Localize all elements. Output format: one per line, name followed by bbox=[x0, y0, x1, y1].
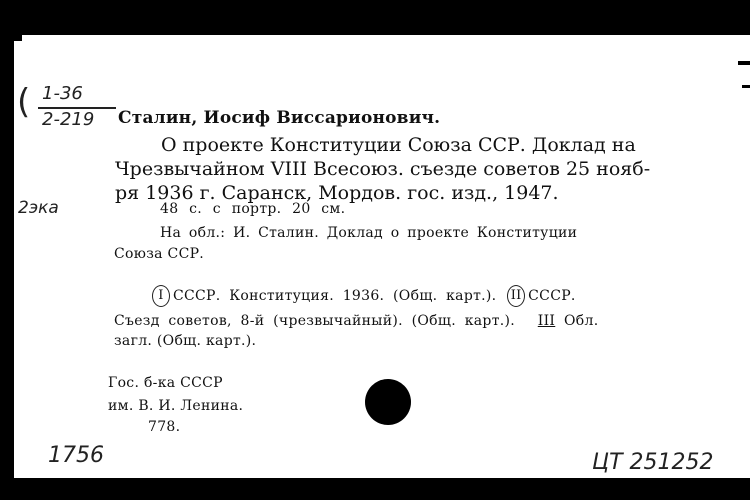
edge-mark-top-left bbox=[14, 35, 22, 41]
cover-note-line-1: На обл.: И. Сталин. Доклад о проекте Конституции bbox=[160, 225, 578, 241]
title-line-2: Чрезвычайном VIII Всесоюз. съезде советов 25 нояб- bbox=[115, 158, 651, 180]
bottom-left-note: 1756 bbox=[48, 443, 104, 468]
call-number-bracket: ( bbox=[17, 82, 31, 122]
tracing-3-start-text: Обл. bbox=[564, 313, 599, 329]
call-number-bottom: 2-219 bbox=[42, 109, 95, 130]
tracing-2-start-text: СССР. bbox=[528, 288, 576, 304]
tracing-line-3: загл. (Общ. карт.). bbox=[114, 333, 257, 349]
library-code: 778. bbox=[148, 419, 181, 435]
title-line-3: ря 1936 г. Саранск, Мордов. гос. изд., 1947. bbox=[115, 182, 559, 204]
catalog-card bbox=[14, 35, 750, 478]
tracing-marker-3: III bbox=[537, 313, 556, 329]
library-line-1: Гос. б-ка СССР bbox=[108, 375, 223, 391]
tracing-2-text: Съезд советов, 8-й (чрезвычайный). (Общ. карт.). bbox=[114, 313, 515, 329]
collation: 48 с. с портр. 20 см. bbox=[160, 201, 346, 217]
edge-mark-right-2 bbox=[742, 85, 750, 88]
cover-note-line-2: Союза ССР. bbox=[114, 246, 205, 262]
tracing-1-text: СССР. Конституция. 1936. (Общ. карт.). bbox=[173, 288, 497, 304]
library-line-2: им. В. И. Ленина. bbox=[108, 398, 244, 414]
author-heading: Сталин, Иосиф Виссарионович. bbox=[118, 108, 441, 128]
tracing-line-2 bbox=[114, 313, 598, 329]
tracing-marker-1: I bbox=[152, 285, 170, 307]
margin-note: 2эка bbox=[18, 198, 59, 218]
edge-mark-right bbox=[738, 61, 750, 65]
punched-hole bbox=[365, 379, 411, 425]
title-line-1: О проекте Конституции Союза ССР. Доклад на bbox=[161, 134, 636, 156]
tracing-line-1 bbox=[152, 285, 576, 307]
call-number-top: 1-36 bbox=[42, 83, 83, 104]
inventory-number: ЦТ 251252 bbox=[592, 450, 714, 475]
tracing-marker-2: II bbox=[507, 285, 525, 307]
